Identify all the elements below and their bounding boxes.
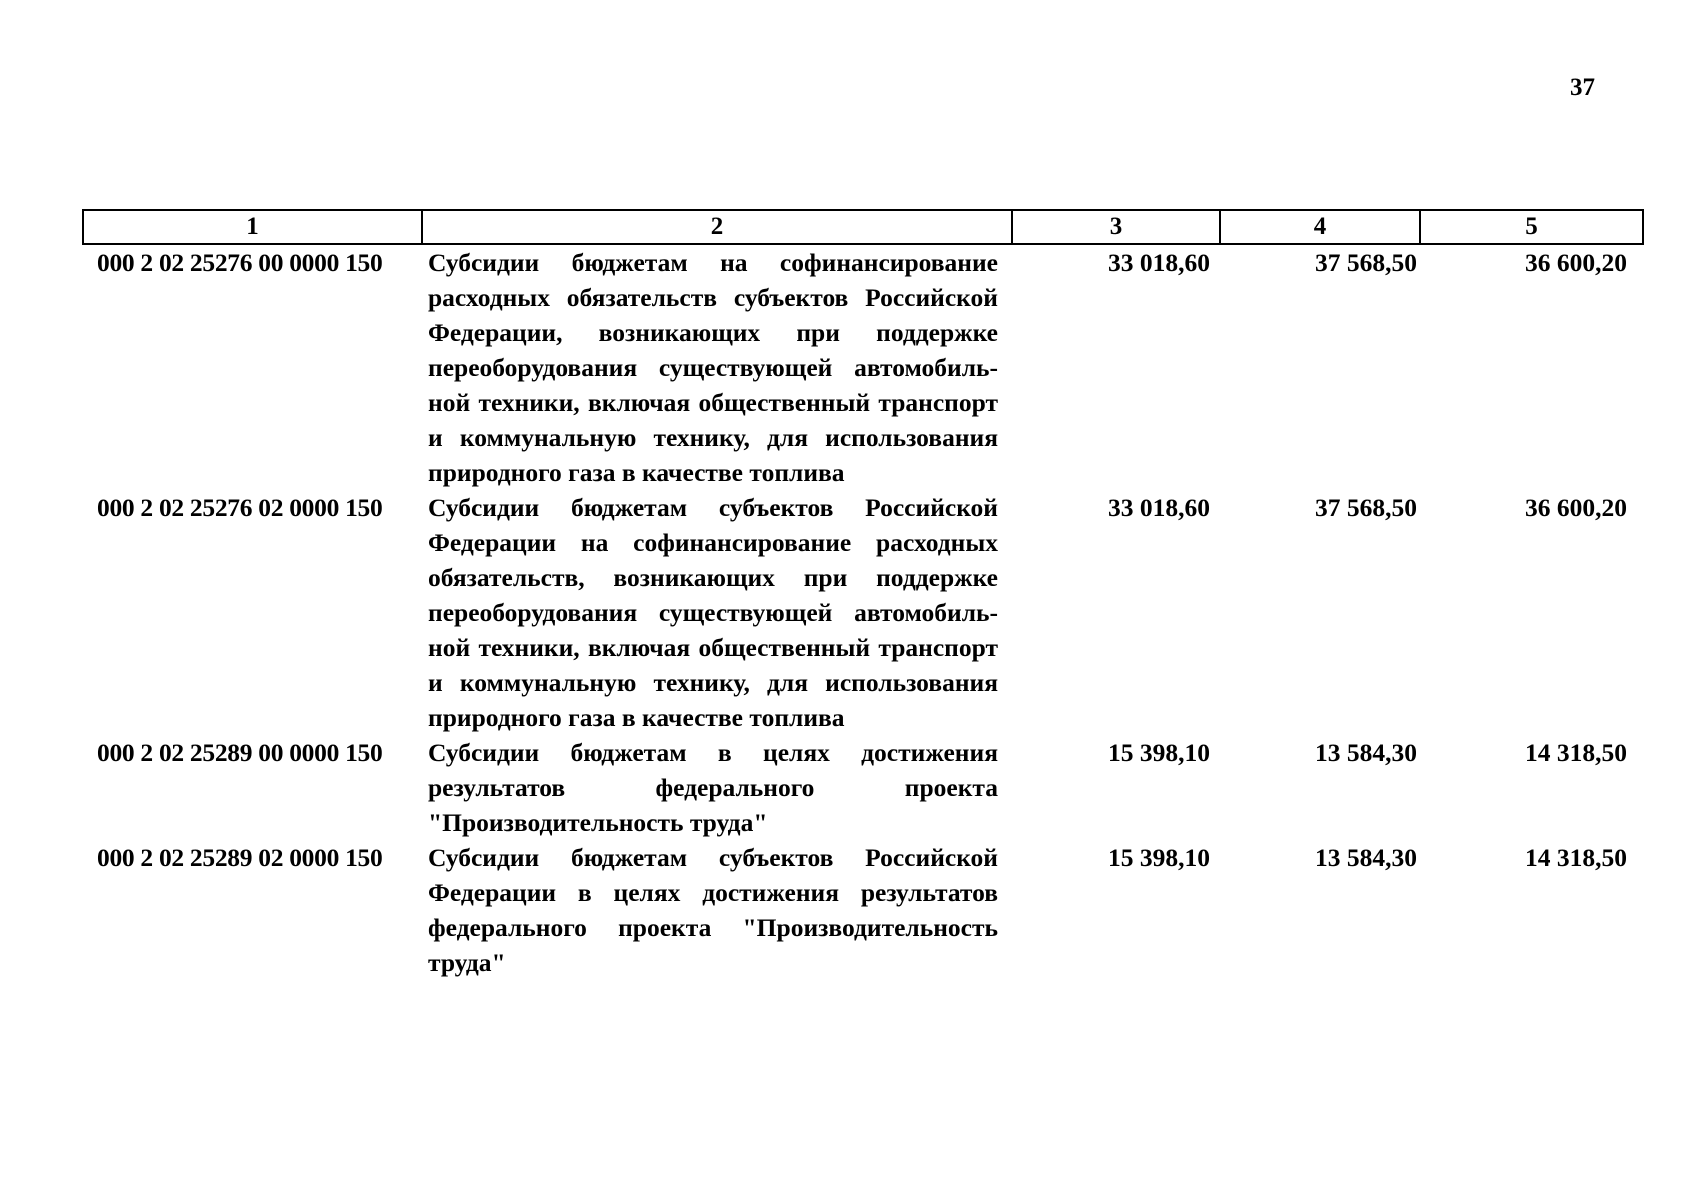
header-col-2: 2 [422, 210, 1012, 244]
table-header [83, 210, 1643, 244]
row-code: 000 2 02 25276 00 0000 150 [97, 248, 383, 277]
row-value-col4: 37 568,50 [1315, 493, 1417, 522]
header-col-5: 5 [1420, 210, 1643, 244]
row-value-col4: 13 584,30 [1315, 843, 1417, 872]
row-value-col3: 33 018,60 [1108, 248, 1210, 277]
row-value-col4: 37 568,50 [1315, 248, 1417, 277]
row-code: 000 2 02 25276 02 0000 150 [97, 493, 383, 522]
row-value-col3: 15 398,10 [1108, 738, 1210, 767]
row-value-col3: 15 398,10 [1108, 843, 1210, 872]
row-description: Субсидии бюджетам субъектов Российской Федерации в целях достижения результатов федерального проекта "Производительность труда" [428, 843, 998, 977]
row-code: 000 2 02 25289 00 0000 150 [97, 738, 383, 767]
row-value-col5: 36 600,20 [1525, 248, 1627, 277]
row-value-col5: 14 318,50 [1525, 738, 1627, 767]
row-description: Субсидии бюджетам в целях достижения результатов федерального проекта "Производительность труда" [428, 738, 998, 837]
table-row [83, 490, 1643, 735]
budget-table [82, 209, 1644, 980]
table-body [83, 244, 1643, 980]
row-value-col5: 36 600,20 [1525, 493, 1627, 522]
table-row [83, 840, 1643, 980]
row-value-col5: 14 318,50 [1525, 843, 1627, 872]
row-value-col4: 13 584,30 [1315, 738, 1417, 767]
header-col-3: 3 [1012, 210, 1220, 244]
header-row [83, 210, 1643, 244]
row-description: Субсидии бюджетам на софинансирование расходных обязательств субъектов Российской Федерации, возникающих при поддержке переоборудования существующей автомобильной техники, включая общественный транспорт и коммунальную технику, для использования природного газа в качестве топлива [428, 248, 998, 487]
header-col-4: 4 [1220, 210, 1420, 244]
header-col-1: 1 [83, 210, 422, 244]
table-row [83, 244, 1643, 490]
page-number: 37 [1570, 74, 1595, 101]
row-code: 000 2 02 25289 02 0000 150 [97, 843, 383, 872]
row-description: Субсидии бюджетам субъектов Российской Федерации на софинансирование расходных обязательств, возникающих при поддержке переоборудования существующей автомобильной техники, включая общественный транспорт и коммунальную технику, для использования природного газа в качестве топлива [428, 493, 998, 732]
row-value-col3: 33 018,60 [1108, 493, 1210, 522]
table-row [83, 735, 1643, 840]
